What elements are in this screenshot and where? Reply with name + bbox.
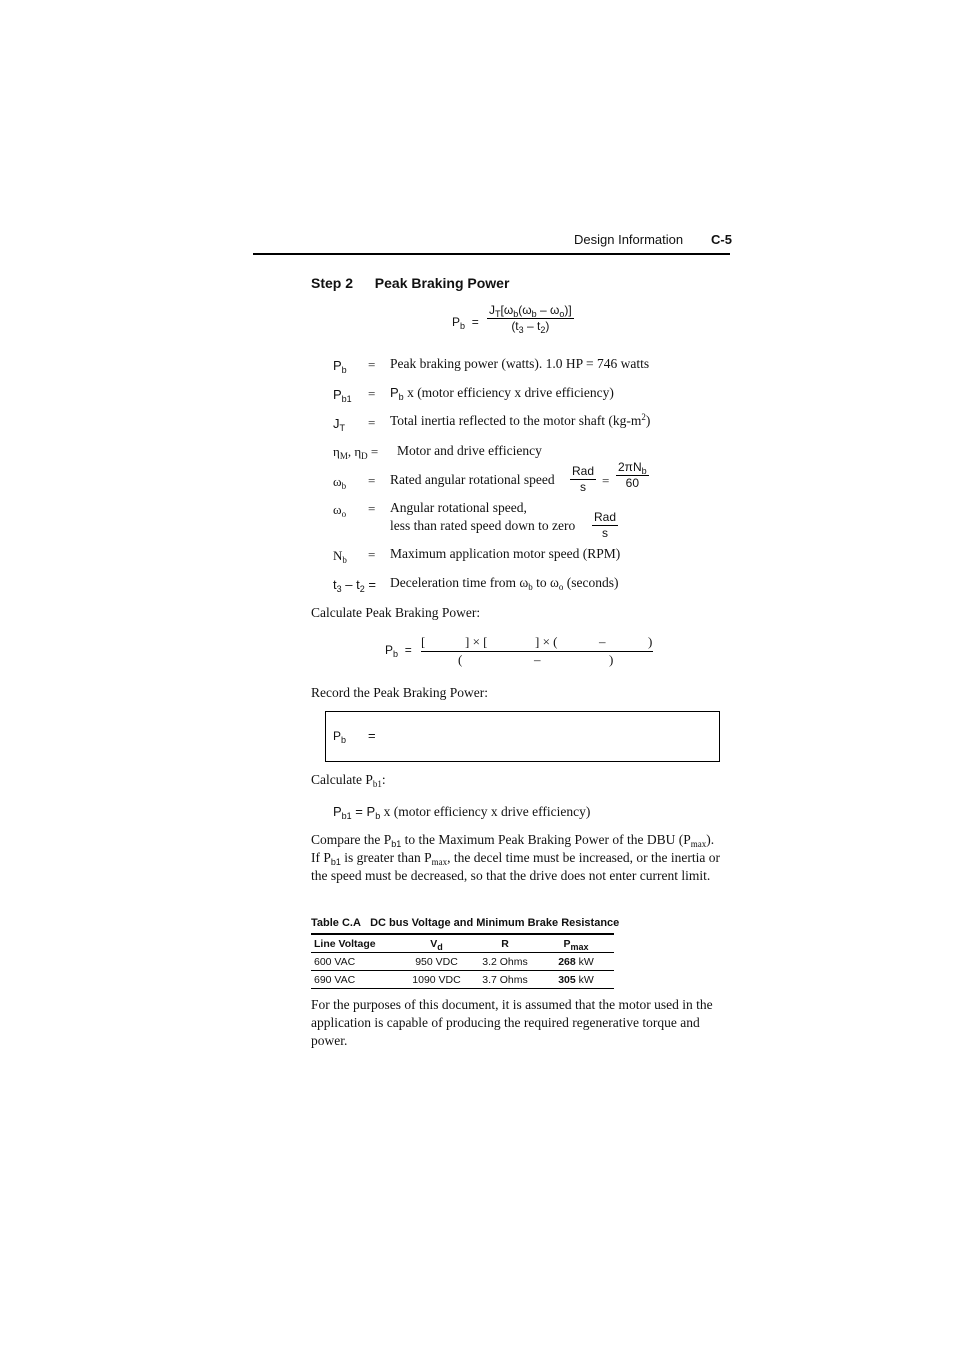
- def-eq: =: [368, 386, 376, 401]
- header-rule: [253, 253, 730, 255]
- def-symbol-time: $t_3 - t_2$ =: [333, 577, 376, 594]
- calc-formula-lhs: $P_b$ =: [385, 643, 412, 659]
- def-symbol-omega-o: $\omega_o$: [333, 502, 347, 519]
- rad-per-s-fraction: Rad s: [594, 510, 617, 540]
- calc-pb1-label: Calculate $P_{b1}$:: [311, 772, 386, 789]
- def-symbol-jt: $J_T$: [333, 416, 345, 433]
- def-desc: Maximum application motor speed (RPM): [390, 546, 621, 561]
- closing-paragraph: For the purposes of this document, it is assumed that the motor used in the application is capable of producing the required regenerative torque and power.: [311, 997, 713, 1048]
- col-pmax: $P_{max}$: [538, 934, 614, 953]
- cell-line-voltage: 690 VAC: [311, 971, 401, 989]
- def-desc: $P_b$ x (motor efficiency x drive efficiency): [390, 385, 614, 402]
- col-r: R: [472, 934, 538, 953]
- calc-numerator: [ ] × [ ] × ( – ): [421, 634, 653, 652]
- table-row: [311, 971, 614, 989]
- col-line-voltage: Line Voltage: [311, 934, 401, 953]
- cell-pmax: 268 kW: [538, 953, 614, 971]
- def-desc: Rated angular rotational speed: [390, 472, 555, 487]
- def-eq: =: [368, 473, 376, 488]
- record-box: [325, 711, 720, 762]
- two-pi-nb-fraction: $2\pi N_b$ 60: [618, 460, 647, 490]
- record-label: Record the Peak Braking Power:: [311, 685, 488, 700]
- record-pb-symbol: $P_b$: [333, 729, 347, 745]
- step-title: Peak Braking Power: [374, 275, 510, 291]
- def-symbol-pb1: $P_{b1}$: [333, 387, 352, 404]
- def-eq: =: [368, 415, 376, 430]
- col-vd: $V_d$: [401, 934, 472, 953]
- step-number: Step 2: [311, 275, 354, 291]
- table-row: [311, 953, 614, 971]
- equals-sign: =: [602, 473, 610, 488]
- calc-denominator: ( – ): [458, 652, 614, 667]
- cell-r: 3.2 Ohms: [472, 953, 538, 971]
- cell-pmax: 305 kW: [538, 971, 614, 989]
- cell-vd: 1090 VDC: [401, 971, 472, 989]
- cell-line-voltage: 600 VAC: [311, 953, 401, 971]
- table-caption: Table C.A DC bus Voltage and Minimum Brake Resistance: [311, 917, 620, 929]
- calc-label: Calculate Peak Braking Power:: [311, 605, 481, 620]
- def-symbol-eta: $\eta_M$, $\eta_D$ =: [333, 444, 379, 461]
- def-desc: Peak braking power (watts). 1.0 HP = 746 watts: [390, 356, 650, 371]
- cell-r: 3.7 Ohms: [472, 971, 538, 989]
- def-desc: Deceleration time from $\omega_b$ to $\omega_o$ (seconds): [390, 575, 619, 592]
- running-header-section: Design Information: [574, 232, 684, 247]
- pb1-formula: $P_{b1} = P_b$ x (motor efficiency x drive efficiency): [333, 804, 591, 821]
- dc-bus-table: [311, 933, 614, 989]
- record-equals: =: [368, 728, 376, 743]
- formula-fraction: $\frac{J_T[\omega_b(\omega_b - \omega_o)]}{(t_3 - t_2)}$: [489, 303, 572, 335]
- def-desc-line1: Angular rotational speed,: [390, 500, 527, 515]
- def-symbol-nb: $N_b$: [333, 548, 347, 565]
- def-desc: Motor and drive efficiency: [397, 443, 542, 458]
- table-header-row: [311, 934, 614, 953]
- def-desc-line2: less than rated speed down to zero: [390, 518, 576, 533]
- def-desc: Total inertia reflected to the motor shaft $(kg-m^2)$: [390, 412, 651, 428]
- step-heading: [311, 275, 509, 291]
- cell-vd: 950 VDC: [401, 953, 472, 971]
- formula-lhs: $P_b$ =: [452, 315, 479, 331]
- def-symbol-pb: $P_b$: [333, 358, 347, 375]
- def-symbol-omega-b: $\omega_b$: [333, 474, 347, 491]
- page-number: C-5: [711, 232, 732, 247]
- def-eq: =: [368, 547, 376, 562]
- compare-paragraph: Compare the $P_{b1}$ to the Maximum Peak Braking Power of the DBU $(P_{max})$. If $P_{b1}$ is greater than $P_{max}$, the decel time must be increased, or the inertia or the speed must be decreased, so that the drive does not enter current limit.: [311, 832, 721, 883]
- rad-per-s-fraction: Rad s: [572, 464, 595, 494]
- def-eq: =: [368, 357, 376, 372]
- def-eq: =: [368, 501, 376, 516]
